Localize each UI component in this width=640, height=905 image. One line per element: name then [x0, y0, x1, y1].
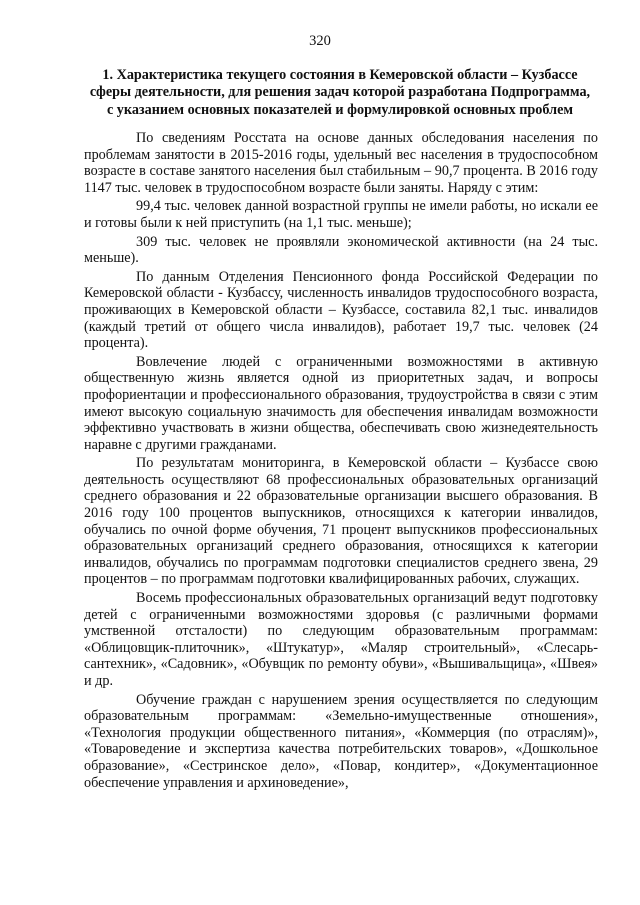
paragraph: По результатам мониторинга, в Кемеровской области – Кузбассе свою деятельность осуществляют 68 профессиональных образовательных организаций среднего образования и 22 образовательные организации высшего образования. В 2016 году 100 процентов выпускников, относящихся к категории инвалидов, обучались по очной форме обучения, 71 процент выпускников профессиональных образовательных организаций среднего образования, относящихся к категории инвалидов, обучались по программам подготовки специалистов среднего звена, 29 процентов – по программам подготовки квалифицированных рабочих, служащих. — [84, 455, 598, 588]
paragraph: По сведениям Росстата на основе данных обследования населения по проблемам занятости в 2015-2016 годы, удельный вес населения в трудоспособном возрасте в составе занятого населения был стабильным – 90,7 процента. В 2016 году 1147 тыс. человек в трудоспособном возрасте были заняты. Наряду с этим: — [84, 130, 598, 196]
body-text — [84, 130, 598, 791]
paragraph: 309 тыс. человек не проявляли экономической активности (на 24 тыс. меньше). — [84, 233, 598, 267]
paragraph: Обучение граждан с нарушением зрения осуществляется по следующим образовательным программам: «Земельно-имущественные отношения», «Технология продукции общественного питания», «Коммерция (по отраслям)», «Товароведение и экспертиза качества потребительских товаров», «Дошкольное образование», «Сестринское дело», «Повар, кондитер», «Документационное обеспечение управления и архиноведение», — [84, 691, 598, 791]
heading-line: 1. Характеристика текущего состояния в Кемеровской области – Кузбассе — [102, 67, 578, 83]
paragraph: Вовлечение людей с ограниченными возможностями в активную общественную жизнь является одной из приоритетных задач, и вопросы профориентации и профессионального образования, трудоустройства в связи с этим имеют высокую социальную значимость для обеспечения инвалидам возможности эффективно участвовать в жизни общества, обеспечивать свою жизнедеятельность наравне с другими гражданами. — [84, 353, 598, 453]
heading-line: сферы деятельности, для решения задач которой разработана Подпрограмма, — [89, 84, 591, 101]
paragraph: 99,4 тыс. человек данной возрастной группы не имели работы, но искали ее и готовы были к ней приступить (на 1,1 тыс. меньше); — [84, 198, 598, 231]
section-heading — [84, 67, 596, 119]
paragraph: По данным Отделения Пенсионного фонда Российской Федерации по Кемеровской области - Кузбассу, численность инвалидов трудоспособного возраста, проживающих в Кемеровской области – Кузбассе, составила 82,1 тыс. инвалидов (каждый третий от общего числа инвалидов), работает 19,7 тыс. человек (24 процента). — [84, 268, 598, 352]
heading-line: с указанием основных показателей и формулировкой основных проблем — [106, 101, 574, 118]
paragraph: Восемь профессиональных образовательных организаций ведут подготовку детей с ограниченными возможностями здоровья (с различными формами умственной отсталости) по следующим образовательным программам: «Облицовщик-плиточник», «Штукатур», «Маляр строительный», «Слесарь-сантехник», «Садовник», «Обувщик по ремонту обуви», «Вышивальщица», «Швея» и др. — [84, 590, 598, 689]
page-number: 320 — [309, 33, 331, 49]
